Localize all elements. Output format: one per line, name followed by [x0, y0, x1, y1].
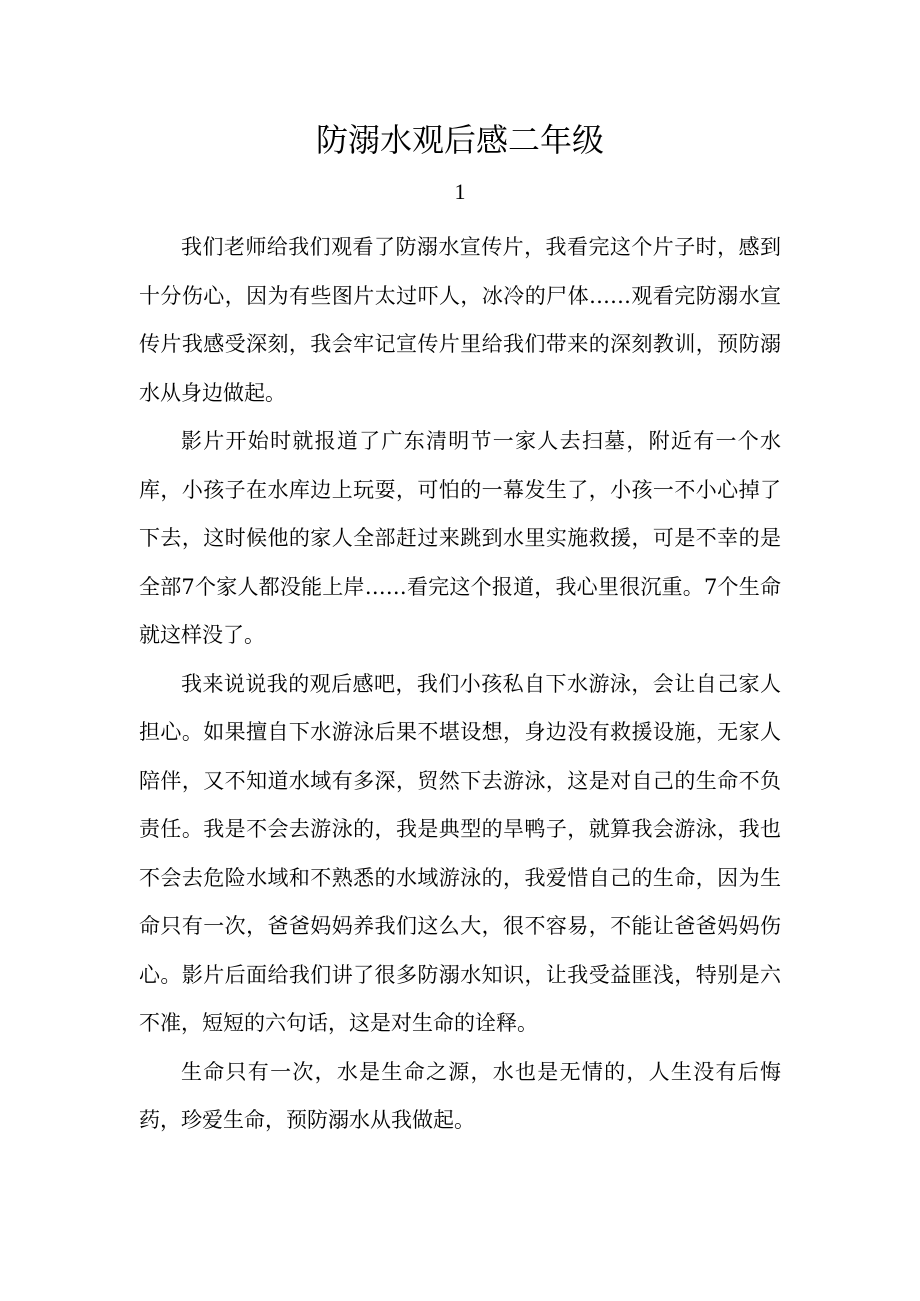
paragraph-1: 我们老师给我们观看了防溺水宣传片，我看完这个片子时，感到十分伤心，因为有些图片太过吓人，冰冷的尸体……观看完防溺水宣传片我感受深刻，我会牢记宣传片里给我们带来的深刻教训，预防溺水从身边做起。 — [139, 235, 781, 405]
paragraph-2: 影片开始时就报道了广东清明节一家人去扫墓，附近有一个水库，小孩子在水库边上玩耍，可怕的一幕发生了，小孩一不小心掉了下去，这时候他的家人全部赶过来跳到水里实施救援，可是不幸的是全部7个家人都没能上岸……看完这个报道，我心里很沉重。7个生命就这样没了。 — [139, 429, 781, 647]
paragraph-3: 我来说说我的观后感吧，我们小孩私自下水游泳，会让自己家人担心。如果擅自下水游泳后果不堪设想，身边没有救援设施，无家人陪伴，又不知道水域有多深，贸然下去游泳，这是对自己的生命不负责任。我是不会去游泳的，我是典型的旱鸭子，就算我会游泳，我也不会去危险水域和不熟悉的水域游泳的，我爱惜自己的生命，因为生命只有一次，爸爸妈妈养我们这么大，很不容易，不能让爸爸妈妈伤心。影片后面给我们讲了很多防溺水知识，让我受益匪浅，特别是六不准，短短的六句话，这是对生命的诠释。 — [139, 671, 781, 1035]
paragraph-4: 生命只有一次，水是生命之源，水也是无情的，人生没有后悔药，珍爱生命，预防溺水从我做起。 — [139, 1059, 781, 1132]
document-body — [139, 223, 781, 1145]
document-title: 防溺水观后感二年级 — [315, 121, 604, 159]
section-number: 1 — [454, 179, 466, 204]
